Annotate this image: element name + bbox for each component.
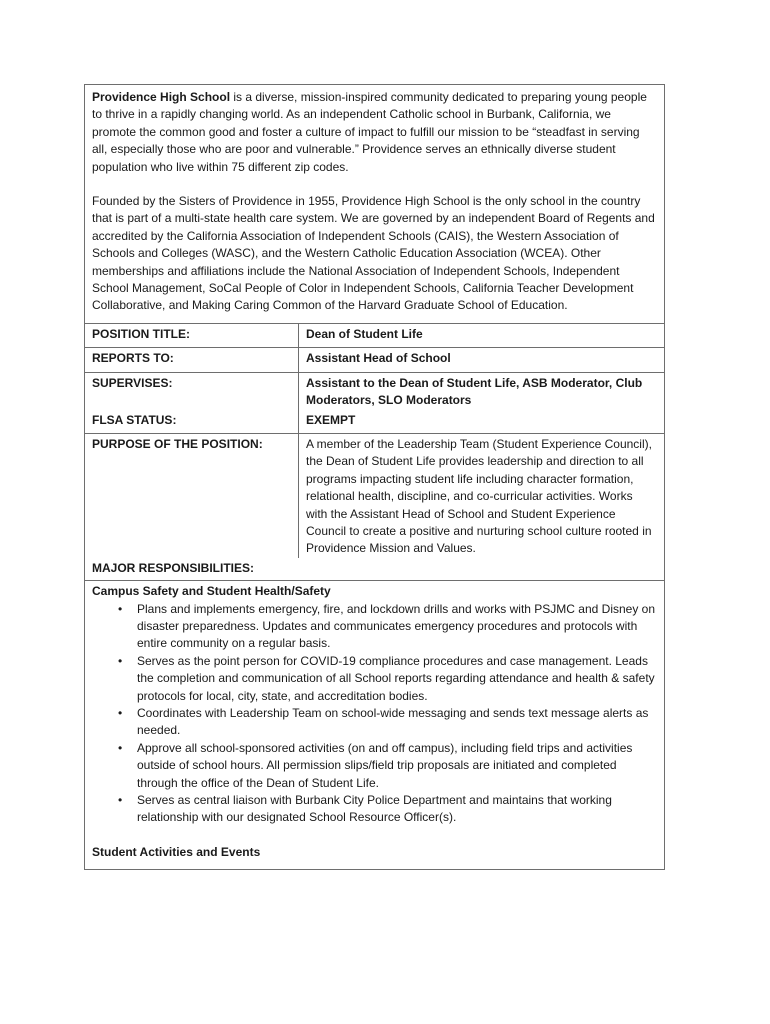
job-description-table xyxy=(84,84,665,870)
flsa-status-row xyxy=(85,410,664,434)
intro-paragraph-1 xyxy=(92,89,656,176)
flsa-status-label: FLSA STATUS: xyxy=(85,410,299,433)
list-item: • Approve all school-sponsored activities (on and off campus), including field trips and activities outside of school hours. All permission slips/field trip proposals are initiated and completed through the office of the Dean of Student Life. xyxy=(137,740,657,792)
reports-to-value: Assistant Head of School xyxy=(306,351,451,366)
position-title-label: POSITION TITLE: xyxy=(85,324,299,347)
section-title-campus-safety: Campus Safety and Student Health/Safety xyxy=(92,584,331,599)
reports-to-label: REPORTS TO: xyxy=(85,348,299,371)
supervises-label: SUPERVISES: xyxy=(85,373,299,410)
intro-paragraph-2: Founded by the Sisters of Providence in 1955, Providence High School is the only school in the country that is part of a multi-state health care system. We are governed by an independent Board of Regents and accredited by the California Association of Independent Schools (CAIS), the Western Association of Schools and Colleges (WASC), and the Western Catholic Education Association (WCEA). Other memberships and affiliations include the National Association of Independent Schools, Independent School Management, SoCal People of Color in Independent Schools, California Teacher Development Collaborative, and Making Caring Common of the Harvard Graduate School of Education. xyxy=(92,194,655,313)
reports-to-row xyxy=(85,348,664,372)
intro-paragraph-1-text: is a diverse, mission-inspired community dedicated to preparing young people to thrive in a rapidly changing world. As an independent Catholic school in Burbank, California, we promote the common good and foster a culture of impact to fulfill our mission to be “steadfast in serving all, especially those who are poor and vulnerable.” Providence serves an ethnically diverse student population who live within 75 different zip codes. xyxy=(92,90,647,174)
position-title-row xyxy=(85,324,664,348)
intro-cell xyxy=(85,85,664,324)
list-item: • Serves as central liaison with Burbank City Police Department and maintains that working relationship with our designated School Resource Officer(s). xyxy=(137,792,657,827)
position-title-value: Dean of Student Life xyxy=(306,326,423,341)
supervises-row xyxy=(85,373,664,410)
list-item: • Plans and implements emergency, fire, and lockdown drills and works with PSJMC and Disney on disaster preparedness. Updates and communicates emergency procedures and protocols with entire community on a regular basis. xyxy=(137,601,657,653)
major-responsibilities-heading: MAJOR RESPONSIBILITIES: xyxy=(85,558,664,581)
purpose-value: A member of the Leadership Team (Student Experience Council), the Dean of Student Life provides leadership and direction to all programs impacting student life including character formation, relational health, discipline, and co-curricular activities. Works with the Assistant Head of School and Student Experience Council to create a positive and nurturing school culture rooted in Providence Mission and Values. xyxy=(306,436,652,556)
supervises-value: Assistant to the Dean of Student Life, ASB Moderator, Club Moderators, SLO Moderators xyxy=(306,375,643,408)
flsa-status-value: EXEMPT xyxy=(306,412,356,427)
campus-safety-list xyxy=(92,601,657,827)
purpose-label: PURPOSE OF THE POSITION: xyxy=(85,434,299,558)
purpose-row xyxy=(85,434,664,558)
section-title-student-activities: Student Activities and Events xyxy=(92,844,261,859)
list-item: • Serves as the point person for COVID-19 compliance procedures and case management. Leads the completion and communication of all School reports regarding attendance and health & safety protocols for local, city, state, and accreditation bodies. xyxy=(137,653,657,705)
list-item: • Coordinates with Leadership Team on school-wide messaging and sends text message alerts as needed. xyxy=(137,705,657,740)
school-name: Providence High School xyxy=(92,90,231,104)
responsibilities-section xyxy=(85,581,664,869)
